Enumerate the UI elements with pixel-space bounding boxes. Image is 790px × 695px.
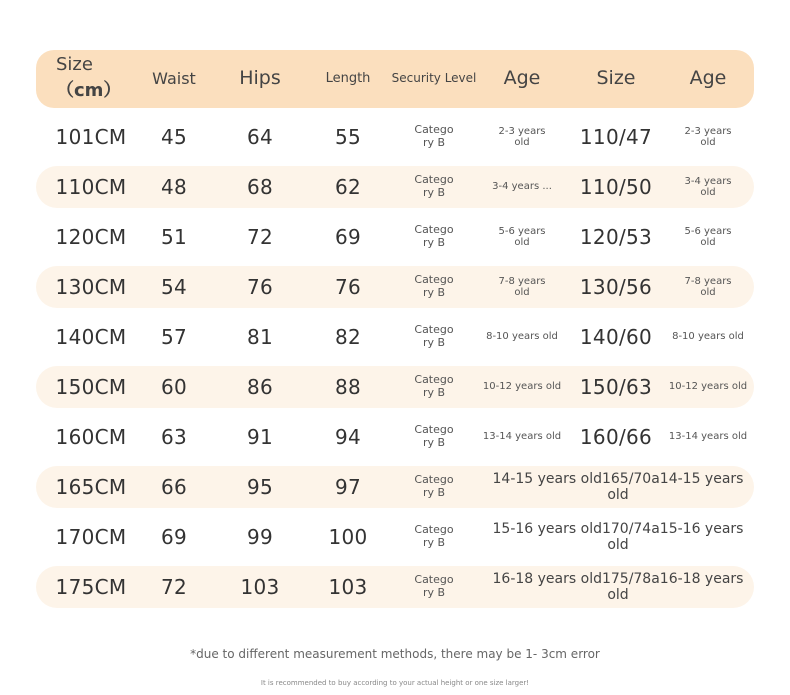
row-age: 7-8 years old [498, 275, 546, 298]
measurement-error-note: *due to different measurement methods, there may be 1- 3cm error [190, 647, 600, 661]
row-waist: 72 [160, 574, 188, 599]
row-size-code: 130/56 [579, 274, 653, 299]
table-row [36, 466, 754, 508]
row-length: 88 [334, 374, 362, 399]
row-age-2: 7-8 years old [684, 275, 732, 298]
row-age-2: 3-4 years old [684, 175, 732, 198]
row-security-level: Catego ry B [414, 523, 454, 549]
table-row [36, 316, 754, 358]
row-length: 100 [328, 524, 368, 549]
row-security-level: Catego ry B [414, 123, 454, 149]
header-age-2: Age [689, 67, 727, 90]
row-hips: 95 [246, 474, 274, 499]
row-hips: 86 [246, 374, 274, 399]
row-hips: 68 [246, 174, 274, 199]
row-security-level: Catego ry B [414, 573, 454, 599]
row-length: 69 [334, 224, 362, 249]
row-age-size-combined: 16-18 years old175/78a16-18 years old [492, 570, 744, 603]
header-size [56, 52, 136, 104]
table-row [36, 516, 754, 558]
header-length: Length [325, 70, 371, 86]
size-recommendation-note: It is recommended to buy according to your actual height or one size larger! [260, 679, 530, 687]
row-waist: 60 [160, 374, 188, 399]
row-size-cm: 140CM [55, 324, 127, 349]
size-table-body [36, 116, 754, 616]
row-age: 3-4 years ... [492, 181, 552, 193]
row-length: 103 [328, 574, 368, 599]
row-size-code: 110/50 [579, 174, 653, 199]
row-age-2: 13-14 years old [668, 431, 748, 443]
row-size-cm: 130CM [55, 274, 127, 299]
row-security-level: Catego ry B [414, 323, 454, 349]
row-hips: 81 [246, 324, 274, 349]
header-age: Age [503, 67, 541, 90]
row-hips: 91 [246, 424, 274, 449]
row-hips: 103 [240, 574, 280, 599]
row-security-level: Catego ry B [414, 373, 454, 399]
row-hips: 99 [246, 524, 274, 549]
row-length: 55 [334, 124, 362, 149]
row-age-2: 5-6 years old [684, 225, 732, 248]
row-length: 76 [334, 274, 362, 299]
row-security-level: Catego ry B [414, 223, 454, 249]
row-hips: 72 [246, 224, 274, 249]
row-waist: 51 [160, 224, 188, 249]
row-length: 82 [334, 324, 362, 349]
row-size-cm: 120CM [55, 224, 127, 249]
header-waist: Waist [152, 68, 196, 88]
row-waist: 48 [160, 174, 188, 199]
row-age-2: 8-10 years old [672, 331, 744, 343]
row-length: 97 [334, 474, 362, 499]
table-row [36, 216, 754, 258]
row-waist: 57 [160, 324, 188, 349]
table-row [36, 566, 754, 608]
row-security-level: Catego ry B [414, 173, 454, 199]
row-security-level: Catego ry B [414, 473, 454, 499]
row-size-code: 160/66 [579, 424, 653, 449]
row-security-level: Catego ry B [414, 273, 454, 299]
header-security-level: Security Level [391, 71, 477, 86]
row-size-cm: 160CM [55, 424, 127, 449]
row-size-cm: 110CM [55, 174, 127, 199]
table-row [36, 366, 754, 408]
row-size-cm: 101CM [55, 124, 127, 149]
row-size-cm: 170CM [55, 524, 127, 549]
table-row [36, 266, 754, 308]
table-header [36, 50, 754, 108]
header-size-label: Size [56, 54, 93, 75]
row-waist: 63 [160, 424, 188, 449]
row-age: 13-14 years old [482, 431, 562, 443]
row-hips: 76 [246, 274, 274, 299]
row-size-code: 140/60 [579, 324, 653, 349]
row-age-size-combined: 15-16 years old170/74a15-16 years old [492, 520, 744, 553]
row-size-cm: 165CM [55, 474, 127, 499]
row-waist: 66 [160, 474, 188, 499]
row-age: 5-6 years old [498, 225, 546, 248]
row-length: 62 [334, 174, 362, 199]
row-age-2: 10-12 years old [668, 381, 748, 393]
header-size-2: Size [596, 67, 636, 90]
table-row [36, 416, 754, 458]
row-hips: 64 [246, 124, 274, 149]
row-security-level: Catego ry B [414, 423, 454, 449]
row-age: 10-12 years old [482, 381, 562, 393]
table-row [36, 116, 754, 158]
row-age: 8-10 years old [486, 331, 558, 343]
row-age-2: 2-3 years old [684, 125, 732, 148]
row-length: 94 [334, 424, 362, 449]
row-age: 2-3 years old [498, 125, 546, 148]
table-row [36, 166, 754, 208]
row-size-code: 110/47 [579, 124, 653, 149]
row-waist: 45 [160, 124, 188, 149]
header-hips: Hips [239, 67, 281, 90]
header-size-unit: （cm） [56, 80, 122, 101]
row-size-code: 150/63 [579, 374, 653, 399]
row-size-cm: 150CM [55, 374, 127, 399]
row-size-cm: 175CM [55, 574, 127, 599]
row-age-size-combined: 14-15 years old165/70a14-15 years old [492, 470, 744, 503]
row-size-code: 120/53 [579, 224, 653, 249]
row-waist: 54 [160, 274, 188, 299]
row-waist: 69 [160, 524, 188, 549]
